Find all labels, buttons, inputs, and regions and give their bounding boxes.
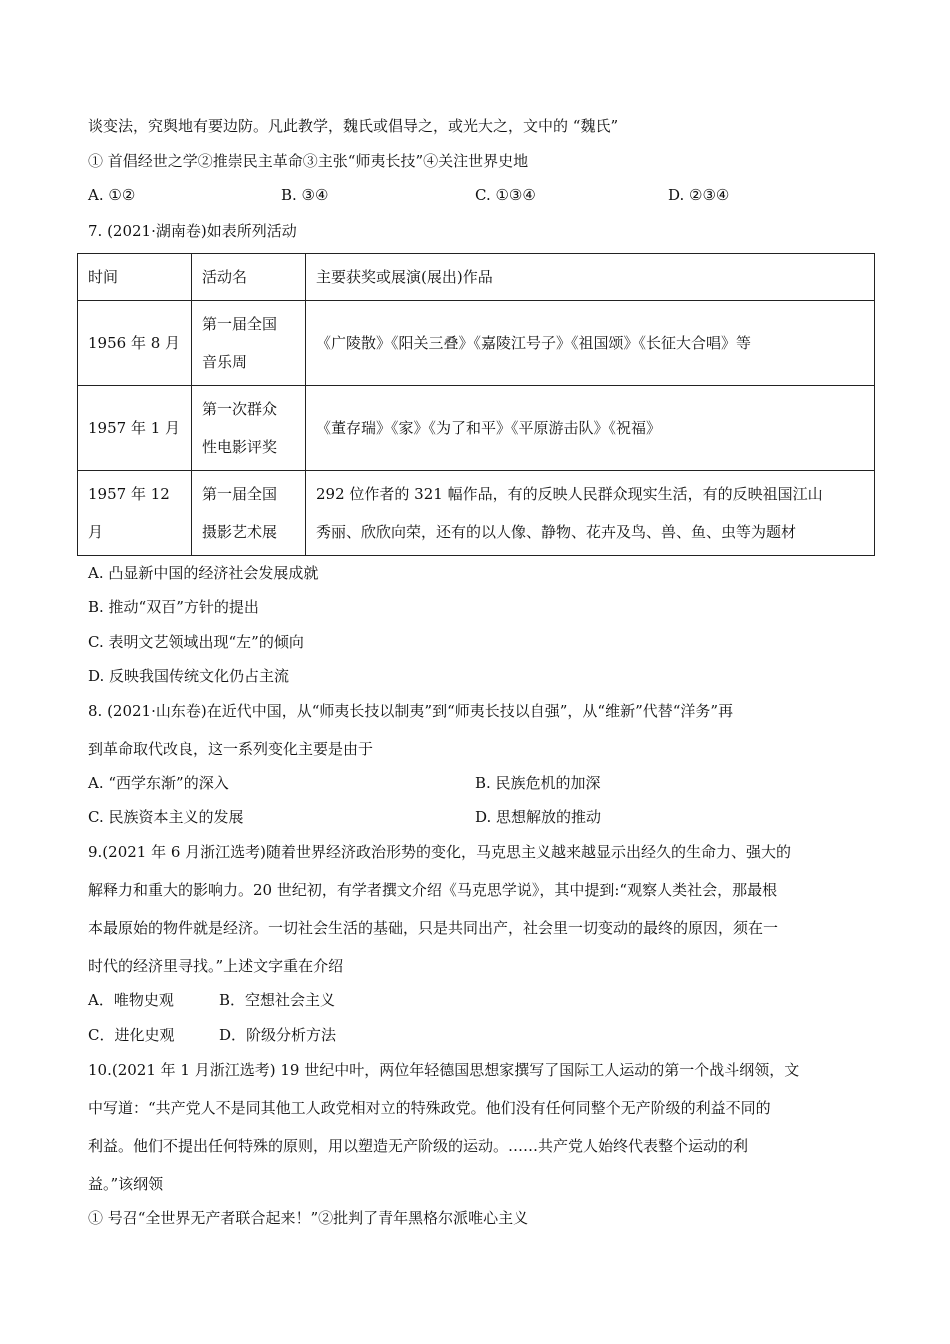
- works-line: 《广陵散》《阳关三叠》《嘉陵江号子》《祖国颂》《长征大合唱》等: [316, 334, 752, 352]
- table-header-cell: 活动名: [192, 254, 306, 301]
- activity-line: 第一次群众: [202, 400, 278, 418]
- table-cell-time: 1957 年 1 月: [78, 386, 192, 471]
- table-cell-activity: [192, 386, 306, 471]
- activity-line: 音乐周: [202, 353, 248, 371]
- q10-stem-line-4: 益。”该纲领: [88, 1175, 164, 1193]
- activities-table: [77, 253, 875, 556]
- table-header-row: [78, 254, 875, 301]
- activity-line: 第一届全国: [202, 315, 278, 333]
- table-cell-time: 1956 年 8 月: [78, 301, 192, 386]
- q6-option-c: C. ①③④: [475, 186, 536, 204]
- table-row: [78, 386, 875, 471]
- table-row: [78, 471, 875, 556]
- table-cell-works: [306, 301, 875, 386]
- q9-option-d: D．阶级分析方法: [219, 1026, 337, 1044]
- q9-stem-line-2: 解释力和重大的影响力。20 世纪初，有学者撰文介绍《马克思学说》，其中提到:“观察人类社会，那最根: [88, 881, 778, 899]
- table-header-cell: 主要获奖或展演(展出)作品: [306, 254, 875, 301]
- q6-option-d: D. ②③④: [668, 186, 730, 204]
- works-line: 秀丽、欣欣向荣，还有的以人像、静物、花卉及鸟、兽、鱼、虫等为题材: [316, 523, 797, 541]
- q8-option-c: C. 民族资本主义的发展: [88, 808, 244, 826]
- table-row: [78, 301, 875, 386]
- q7-stem: 7. (2021·湖南卷)如表所列活动: [88, 222, 297, 240]
- activity-line: 第一届全国: [202, 485, 278, 503]
- q6-statements: ① 首倡经世之学②推崇民主革命③主张“师夷长技”④关注世界史地: [88, 152, 529, 170]
- table-cell-activity: [192, 471, 306, 556]
- q9-stem-line-3: 本最原始的物件就是经济。一切社会生活的基础，只是共同出产，社会里一切变动的最终的原因，须在一: [88, 919, 779, 937]
- q8-stem-line-1: 8. (2021·山东卷)在近代中国，从“师夷长技以制夷”到“师夷长技以自强”，从“维新”代替“洋务”再: [88, 702, 734, 720]
- q8-option-a: A. “西学东渐”的深入: [88, 774, 229, 792]
- q6-stem-line: 谈变法，究舆地有要边防。凡此教学，魏氏或倡导之，或光大之，文中的 “魏氏”: [88, 117, 619, 135]
- table-cell-time: 1957 年 12 月: [78, 471, 192, 556]
- works-line: 292 位作者的 321 幅作品，有的反映人民群众现实生活，有的反映祖国江山: [316, 485, 823, 503]
- q9-option-c: C．进化史观: [88, 1026, 175, 1044]
- q10-stem-line-2: 中写道：“共产党人不是同其他工人政党相对立的特殊政党。他们没有任何同整个无产阶级的利益不同的: [88, 1099, 771, 1117]
- q10-stem-line-3: 利益。他们不提出任何特殊的原则，用以塑造无产阶级的运动。……共产党人始终代表整个运动的利: [88, 1137, 749, 1155]
- q9-option-a: A．唯物史观: [88, 991, 174, 1009]
- table-cell-works: [306, 386, 875, 471]
- activity-line: 摄影艺术展: [202, 523, 278, 541]
- q6-option-b: B. ③④: [281, 186, 329, 204]
- q8-option-b: B. 民族危机的加深: [475, 774, 601, 792]
- q7-option-d: D. 反映我国传统文化仍占主流: [88, 667, 290, 685]
- q7-option-b: B. 推动“双百”方针的提出: [88, 598, 259, 616]
- q7-option-c: C. 表明文艺领域出现“左”的倾向: [88, 633, 304, 651]
- q10-statements: ① 号召“全世界无产者联合起来！”②批判了青年黑格尔派唯心主义: [88, 1209, 529, 1227]
- q10-stem-line-1: 10.(2021 年 1 月浙江选考) 19 世纪中叶，两位年轻德国思想家撰写了国际工人运动的第一个战斗纲领，文: [88, 1061, 800, 1079]
- works-line: 《董存瑞》《家》《为了和平》《平原游击队》《祝福》: [316, 419, 662, 437]
- q9-option-b: B．空想社会主义: [219, 991, 336, 1009]
- table-header-cell: 时间: [78, 254, 192, 301]
- q8-stem-line-2: 到革命取代改良，这一系列变化主要是由于: [88, 740, 374, 758]
- q9-stem-line-4: 时代的经济里寻找。”上述文字重在介绍: [88, 957, 344, 975]
- q9-stem-line-1: 9.(2021 年 6 月浙江选考)随着世界经济政治形势的变化，马克思主义越来越显示出经久的生命力、强大的: [88, 843, 792, 861]
- q8-option-d: D. 思想解放的推动: [475, 808, 602, 826]
- table-cell-works: [306, 471, 875, 556]
- q7-option-a: A. 凸显新中国的经济社会发展成就: [88, 564, 319, 582]
- activity-line: 性电影评奖: [202, 438, 278, 456]
- q6-option-a: A. ①②: [88, 186, 136, 204]
- table-cell-activity: [192, 301, 306, 386]
